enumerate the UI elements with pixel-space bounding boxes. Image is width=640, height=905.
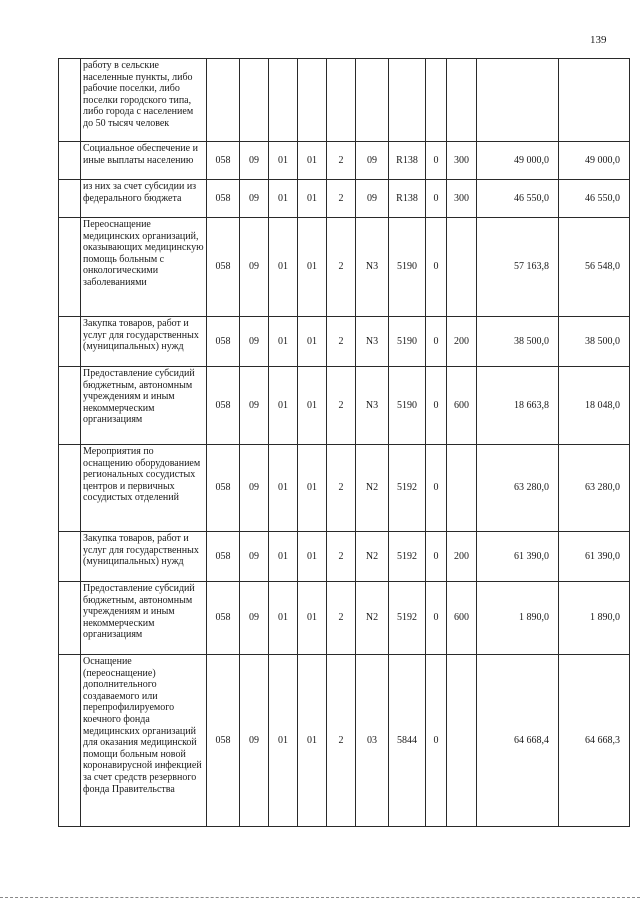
row-marker-cell — [59, 582, 81, 655]
code-cell: 058 — [207, 218, 240, 317]
row-marker-cell — [59, 532, 81, 582]
code-cell: 058 — [207, 582, 240, 655]
code-cell: 200 — [447, 317, 477, 367]
table-row — [59, 367, 630, 445]
amount-cell: 38 500,0 — [559, 317, 630, 367]
code-cell: 2 — [327, 142, 356, 180]
code-cell: 600 — [447, 367, 477, 445]
code-cell: 0 — [426, 445, 447, 532]
code-cell: 01 — [298, 180, 327, 218]
amount-cell: 38 500,0 — [477, 317, 559, 367]
amount-cell: 46 550,0 — [477, 180, 559, 218]
code-cell: 01 — [298, 218, 327, 317]
code-cell: 01 — [269, 218, 298, 317]
code-cell: 01 — [269, 532, 298, 582]
amount-cell: 61 390,0 — [477, 532, 559, 582]
amount-cell: 63 280,0 — [559, 445, 630, 532]
code-cell: R138 — [389, 180, 426, 218]
code-cell: 0 — [426, 142, 447, 180]
code-cell: 0 — [426, 218, 447, 317]
code-cell: 01 — [269, 142, 298, 180]
code-cell: 5192 — [389, 445, 426, 532]
row-description: Переоснащение медицинских организаций, оказывающих медицинскую помощь больным с онкологическими заболеваниями — [81, 218, 207, 317]
code-cell: 5192 — [389, 532, 426, 582]
code-cell: 09 — [240, 317, 269, 367]
table-row — [59, 445, 630, 532]
code-cell: 01 — [298, 532, 327, 582]
code-cell: 01 — [269, 655, 298, 827]
row-marker-cell — [59, 367, 81, 445]
code-cell: 01 — [269, 582, 298, 655]
row-description: Социальное обеспечение и иные выплаты населению — [81, 142, 207, 180]
code-cell: 600 — [447, 582, 477, 655]
code-cell — [447, 218, 477, 317]
code-cell: 300 — [447, 180, 477, 218]
amount-cell: 64 668,4 — [477, 655, 559, 827]
code-cell: 01 — [269, 180, 298, 218]
code-cell — [327, 59, 356, 142]
code-cell: 0 — [426, 367, 447, 445]
row-description: Закупка товаров, работ и услуг для государственных (муниципальных) нужд — [81, 532, 207, 582]
table-row — [59, 142, 630, 180]
row-description: работу в сельские населенные пункты, либо рабочие поселки, либо поселки городского типа, либо города с населением до 50 тысяч человек — [81, 59, 207, 142]
code-cell: 5190 — [389, 317, 426, 367]
code-cell: 01 — [298, 142, 327, 180]
amount-cell: 1 890,0 — [559, 582, 630, 655]
amount-cell: 49 000,0 — [477, 142, 559, 180]
code-cell: 2 — [327, 582, 356, 655]
budget-table — [58, 58, 630, 827]
amount-cell — [559, 59, 630, 142]
amount-cell: 46 550,0 — [559, 180, 630, 218]
code-cell: 09 — [240, 655, 269, 827]
row-marker-cell — [59, 317, 81, 367]
code-cell — [207, 59, 240, 142]
code-cell: N2 — [356, 445, 389, 532]
amount-cell: 64 668,3 — [559, 655, 630, 827]
row-marker-cell — [59, 218, 81, 317]
code-cell: 0 — [426, 582, 447, 655]
code-cell: 058 — [207, 180, 240, 218]
code-cell: 058 — [207, 142, 240, 180]
row-marker-cell — [59, 142, 81, 180]
code-cell: 01 — [298, 445, 327, 532]
code-cell: 0 — [426, 655, 447, 827]
code-cell: 058 — [207, 317, 240, 367]
code-cell: 01 — [298, 582, 327, 655]
row-description: Предоставление субсидий бюджетным, автономным учреждениям и иным некоммерческим организациям — [81, 582, 207, 655]
code-cell: 09 — [240, 532, 269, 582]
code-cell — [389, 59, 426, 142]
code-cell: 058 — [207, 655, 240, 827]
code-cell: 5190 — [389, 218, 426, 317]
amount-cell: 57 163,8 — [477, 218, 559, 317]
code-cell: 0 — [426, 317, 447, 367]
code-cell: 2 — [327, 180, 356, 218]
code-cell: 01 — [298, 317, 327, 367]
code-cell: N2 — [356, 582, 389, 655]
code-cell — [447, 655, 477, 827]
code-cell: 5190 — [389, 367, 426, 445]
code-cell — [298, 59, 327, 142]
code-cell: 09 — [240, 445, 269, 532]
code-cell: 5192 — [389, 582, 426, 655]
code-cell: 09 — [356, 142, 389, 180]
table-row — [59, 532, 630, 582]
amount-cell: 56 548,0 — [559, 218, 630, 317]
table-row — [59, 582, 630, 655]
code-cell: N3 — [356, 218, 389, 317]
code-cell: N3 — [356, 317, 389, 367]
table-row — [59, 59, 630, 142]
code-cell: 09 — [240, 367, 269, 445]
code-cell: 2 — [327, 532, 356, 582]
amount-cell: 18 663,8 — [477, 367, 559, 445]
code-cell: N3 — [356, 367, 389, 445]
code-cell: 09 — [356, 180, 389, 218]
code-cell: 300 — [447, 142, 477, 180]
code-cell: 09 — [240, 218, 269, 317]
code-cell — [426, 59, 447, 142]
amount-cell: 49 000,0 — [559, 142, 630, 180]
scan-edge-divider — [0, 897, 640, 899]
row-description: Мероприятия по оснащению оборудованием региональных сосудистых центров и первичных сосудистых отделений — [81, 445, 207, 532]
amount-cell: 18 048,0 — [559, 367, 630, 445]
code-cell: 03 — [356, 655, 389, 827]
code-cell: 2 — [327, 445, 356, 532]
amount-cell: 63 280,0 — [477, 445, 559, 532]
code-cell: 5844 — [389, 655, 426, 827]
code-cell: R138 — [389, 142, 426, 180]
code-cell: 2 — [327, 317, 356, 367]
row-description: из них за счет субсидии из федерального бюджета — [81, 180, 207, 218]
code-cell: 0 — [426, 532, 447, 582]
code-cell: 058 — [207, 367, 240, 445]
code-cell: 058 — [207, 532, 240, 582]
code-cell: 01 — [269, 367, 298, 445]
table-row — [59, 655, 630, 827]
code-cell: 200 — [447, 532, 477, 582]
code-cell — [447, 445, 477, 532]
code-cell: 09 — [240, 142, 269, 180]
row-description: Предоставление субсидий бюджетным, автономным учреждениям и иным некоммерческим организациям — [81, 367, 207, 445]
table-row — [59, 180, 630, 218]
amount-cell — [477, 59, 559, 142]
code-cell: 01 — [269, 317, 298, 367]
code-cell: 058 — [207, 445, 240, 532]
code-cell: 09 — [240, 582, 269, 655]
row-marker-cell — [59, 445, 81, 532]
code-cell: 01 — [269, 445, 298, 532]
row-description: Закупка товаров, работ и услуг для государственных (муниципальных) нужд — [81, 317, 207, 367]
table-row — [59, 218, 630, 317]
code-cell: 0 — [426, 180, 447, 218]
code-cell: 01 — [298, 655, 327, 827]
row-marker-cell — [59, 655, 81, 827]
row-description: Оснащение (переоснащение) дополнительного создаваемого или перепрофилируемого коечного фонда медицинских организаций для оказания медицинской помощи больным новой коронавирусной инфекцией за счет средств резервного фонда Правительства — [81, 655, 207, 827]
row-marker-cell — [59, 59, 81, 142]
code-cell: 2 — [327, 218, 356, 317]
table-body — [59, 59, 630, 827]
amount-cell: 61 390,0 — [559, 532, 630, 582]
code-cell — [356, 59, 389, 142]
page-number: 139 — [590, 34, 607, 46]
code-cell: 2 — [327, 655, 356, 827]
code-cell: N2 — [356, 532, 389, 582]
table-row — [59, 317, 630, 367]
code-cell — [447, 59, 477, 142]
amount-cell: 1 890,0 — [477, 582, 559, 655]
code-cell: 09 — [240, 180, 269, 218]
code-cell — [240, 59, 269, 142]
code-cell: 01 — [298, 367, 327, 445]
code-cell: 2 — [327, 367, 356, 445]
code-cell — [269, 59, 298, 142]
row-marker-cell — [59, 180, 81, 218]
